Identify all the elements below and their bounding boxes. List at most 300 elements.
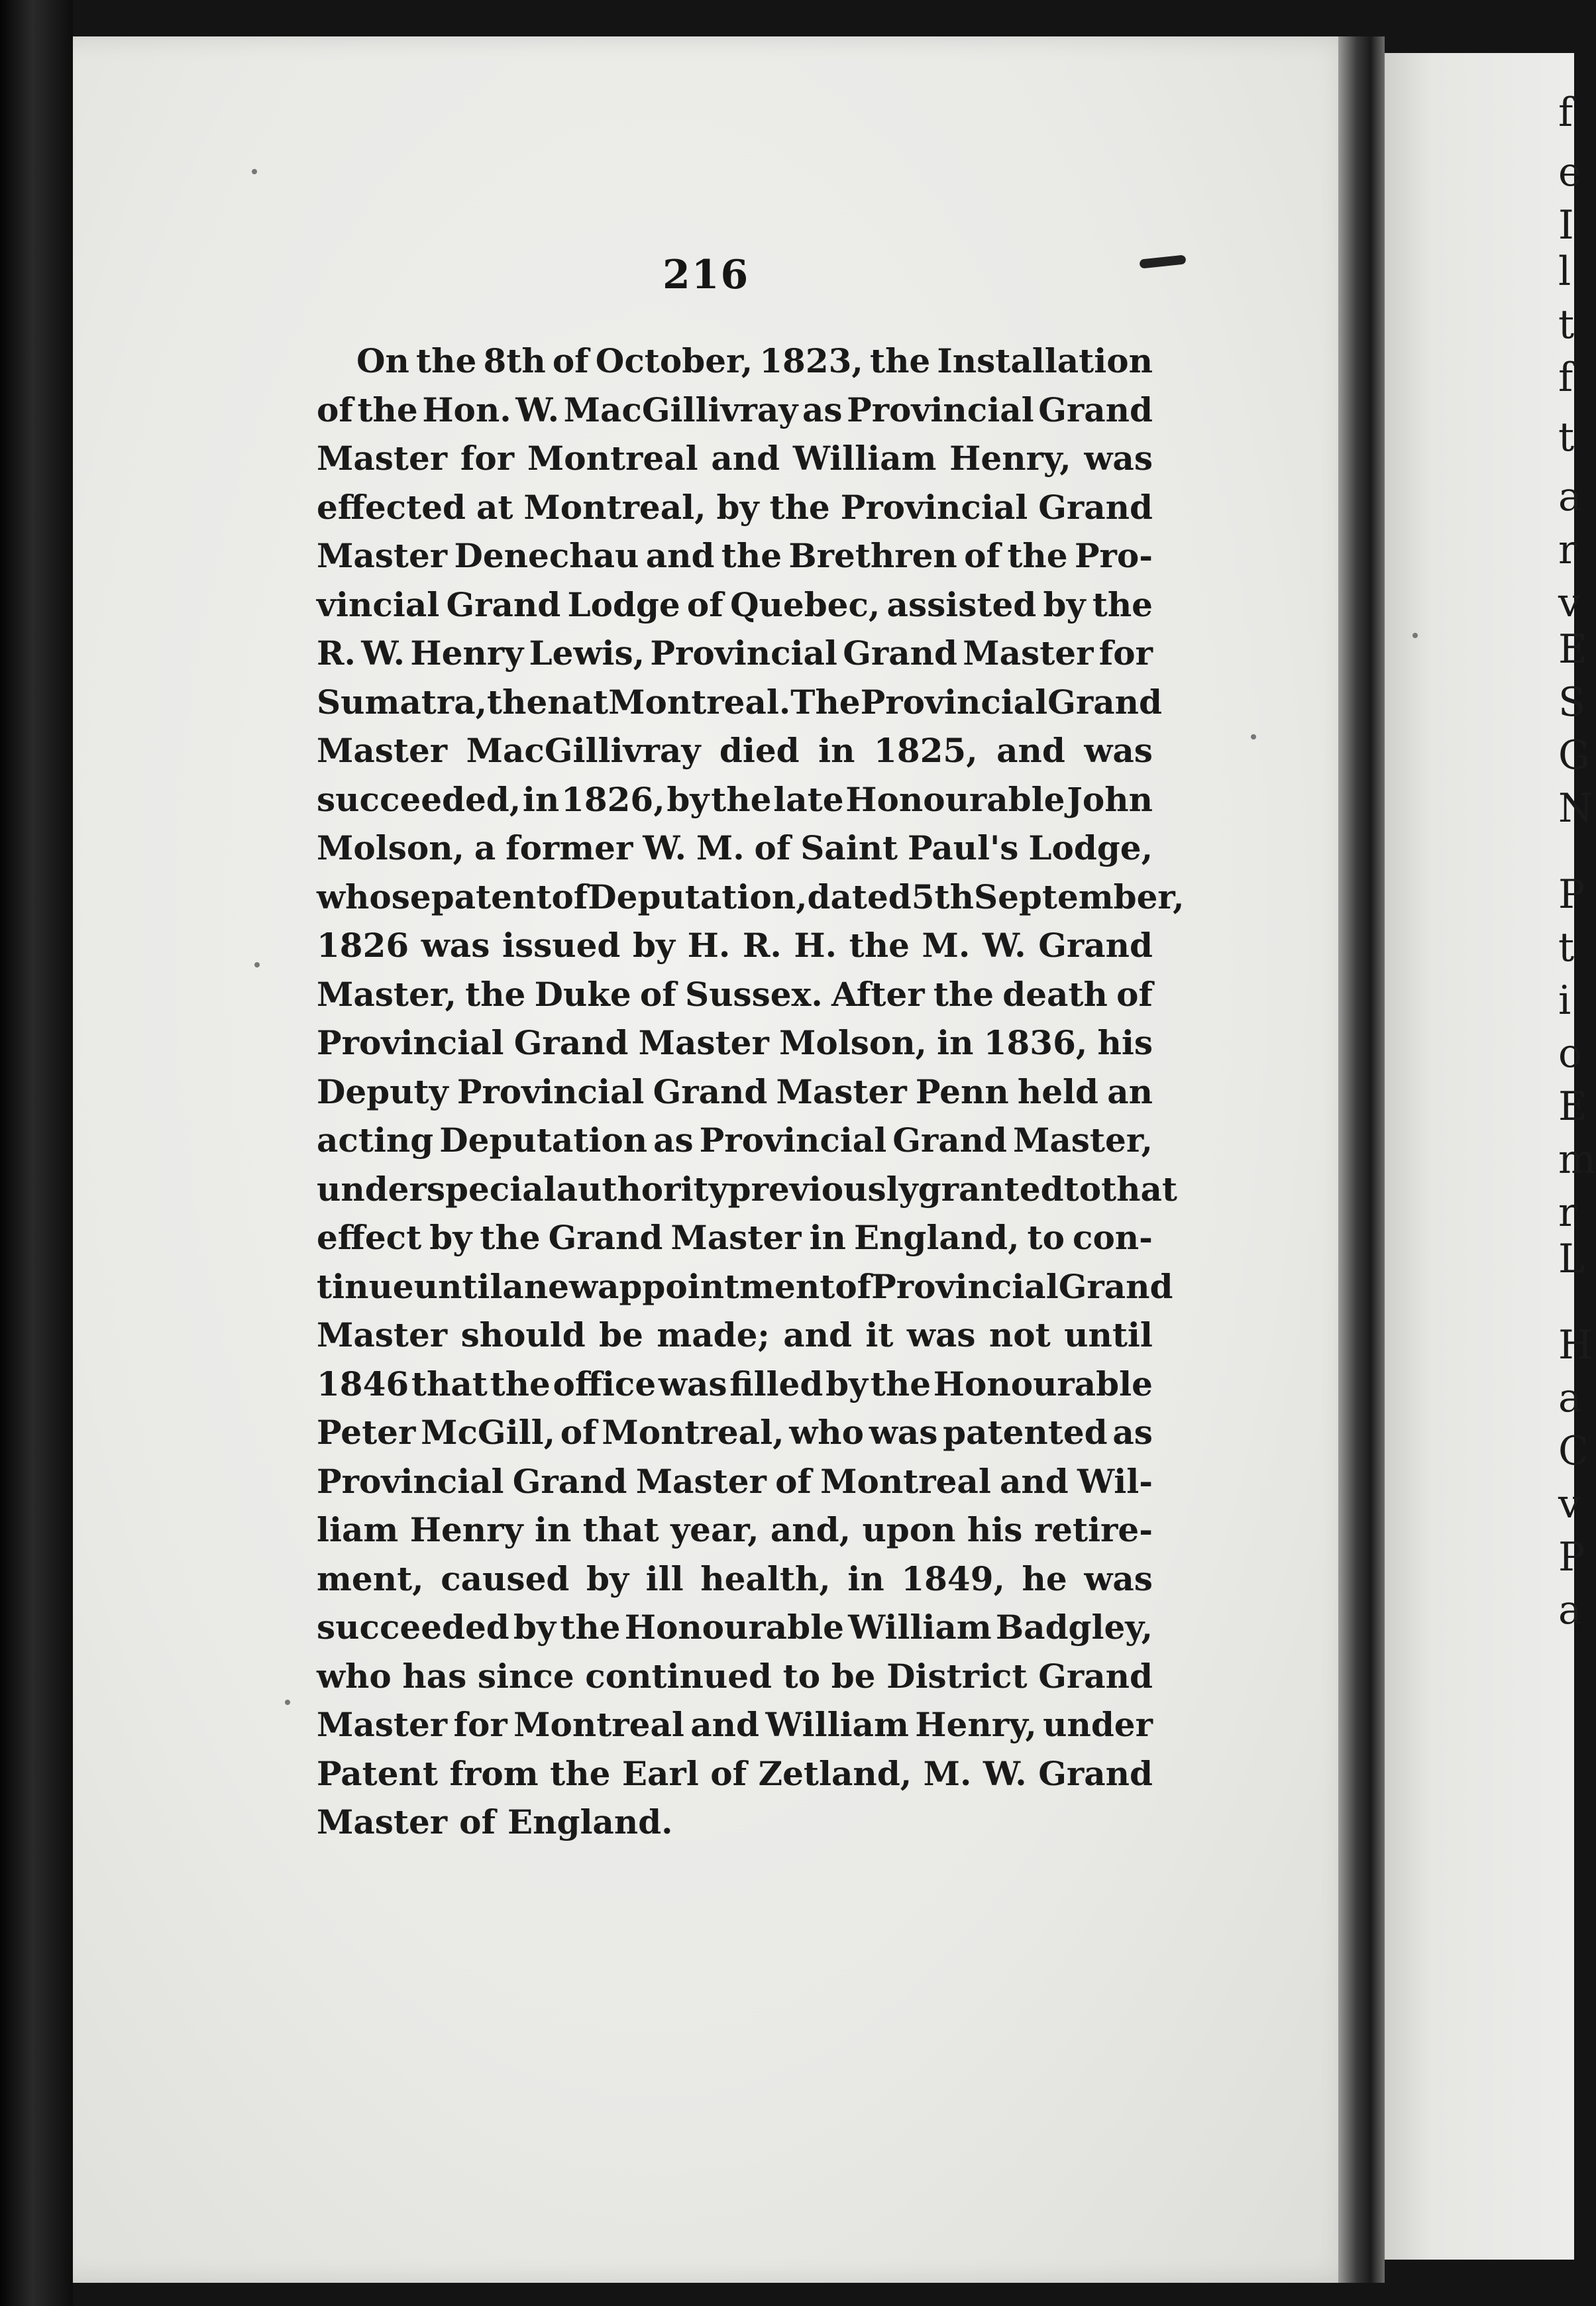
facing-page-letter: a [1558,1375,1582,1421]
text-line [317,1165,1178,1214]
word: under [1043,1705,1153,1744]
word: W. [983,1753,1027,1793]
text-line [317,1068,1153,1117]
word: Provincial [871,1266,1059,1306]
word: the [357,390,418,429]
text-line [317,726,1153,775]
word: that [582,1510,659,1549]
word: of [1116,974,1153,1014]
word: his [1097,1023,1153,1062]
paper-speck [252,169,257,174]
word: of [710,1753,747,1793]
facing-page-letter: N [1558,785,1593,832]
word: from [449,1753,539,1793]
word: the [849,926,910,965]
word: assisted [886,584,1037,624]
word: Provincial [317,1461,504,1501]
word: Lodge, [1028,828,1153,867]
word: was [906,1315,976,1354]
word: Lodge [567,584,680,624]
word: England, [853,1218,1020,1257]
facing-page-letter: t [1558,414,1575,461]
word: and [996,731,1065,770]
word: 1826, [561,779,665,819]
word: effected [317,487,466,527]
text-line [317,824,1153,873]
word: by [716,487,759,527]
word: Master, [1013,1121,1153,1160]
facing-page-letter: I [1558,202,1574,248]
word: who [789,1413,864,1452]
text-line [317,970,1153,1019]
word: Lewis, [529,633,645,673]
word: authority [556,1169,728,1209]
word: R. [742,926,782,965]
text-line [317,1213,1153,1262]
word: Molson, [317,828,464,867]
word: Honourable [624,1608,844,1647]
word: Provincial [840,487,1028,527]
facing-page-letter: G [1558,732,1590,779]
word: Montreal, [602,1413,784,1452]
word: Master [670,1218,802,1257]
word: by [825,1364,869,1403]
facing-page-letter: P [1558,871,1585,918]
word: tinue [317,1266,414,1306]
text-line [317,434,1153,483]
facing-page-letter: t [1558,924,1575,971]
facing-page-letter: a [1558,474,1582,520]
word: Quebec, [729,584,880,624]
word: 8th [483,341,546,380]
word: Deputy [317,1071,449,1111]
word: Master [317,536,448,575]
word: issued [502,926,621,965]
word: Master [317,1802,448,1841]
word: the [560,1608,621,1647]
word: Deputation, [588,877,808,916]
word: Patent [317,1753,439,1793]
facing-page-letter: m [1558,1136,1596,1183]
word: that [411,1364,488,1403]
word: 1849, [901,1559,1005,1598]
word: has [402,1656,467,1696]
text-line [317,629,1153,678]
word: Brethren [788,536,957,575]
word: of [551,877,588,916]
word: McGill, [421,1413,555,1452]
text-line [317,1457,1153,1506]
word: patented [943,1413,1108,1452]
word: Provincial [860,682,1048,722]
word: Grand [1058,1266,1173,1306]
word: Zetland, [758,1753,912,1793]
text-line [317,1116,1153,1165]
word: W. [515,390,560,429]
word: by [1043,584,1086,624]
word: Grand [512,1461,627,1501]
facing-page-letter: a [1558,1587,1582,1633]
paper-speck [1412,633,1418,638]
facing-page-letter: i [1558,977,1571,1024]
word: W. [982,926,1026,965]
word: by [429,1218,472,1257]
word: vincial [317,584,440,624]
word: the [721,536,782,575]
word: Montreal [513,1705,684,1744]
word: W. [643,828,686,867]
word: Saint [800,828,898,867]
word: acting [317,1121,434,1160]
word: the [870,1364,931,1403]
word: Denechau [454,536,639,575]
word: ill [645,1559,684,1598]
word: and [645,536,715,575]
word: he [1022,1559,1067,1598]
facing-page-letter: H [1558,1322,1593,1368]
text-line [317,678,1162,727]
word: 1836, [983,1023,1088,1062]
word: Grand [843,633,957,673]
text-line [317,873,1185,922]
word: the [769,487,830,527]
word: District [886,1656,1028,1696]
word: Master [317,1315,448,1354]
word: R. [317,633,356,673]
word: for [453,1705,507,1744]
text-line [317,1798,1153,1847]
word: and [711,439,780,478]
word: Master [317,439,448,478]
word: appointment [598,1266,835,1306]
word: should [460,1315,586,1354]
text-line [317,1311,1153,1360]
text-line [317,1262,1173,1311]
word: a [502,1266,524,1306]
word: upon [862,1510,956,1549]
word: the [1007,536,1068,575]
word: Badgley, [995,1608,1153,1647]
word: Honourable [845,779,1065,819]
word: William [848,1608,992,1647]
word: at [571,682,609,722]
book-gutter [1338,36,1385,2283]
word: new [523,1266,598,1306]
word: Henry, [915,1705,1037,1744]
text-line [317,1652,1153,1701]
word: former [505,828,633,867]
word: the [869,341,931,380]
word: Pro- [1074,536,1153,575]
facing-page-letter: E [1558,1083,1587,1130]
facing-page-letter: C [1558,1428,1589,1474]
word: M. [696,828,745,867]
word: 1826 [317,926,409,965]
text-line [317,1360,1153,1409]
word: whose [317,877,431,916]
word: Deputation [439,1121,648,1160]
word: Molson, [779,1023,927,1062]
word: 1823, [759,341,863,380]
word: until [1064,1315,1153,1354]
word: H. [794,926,837,965]
word: held [1017,1071,1099,1111]
facing-page-letter: t [1558,302,1575,348]
word: under [317,1169,427,1209]
word: was [869,1413,938,1452]
text-line [317,1408,1153,1457]
text-line [317,337,1153,386]
word: in [809,1218,846,1257]
text-line [317,921,1153,970]
facing-page-letter: o [1558,1030,1583,1077]
word: On [356,341,409,380]
text-line [317,483,1153,532]
book-spine [0,0,73,2306]
word: Provincial [699,1121,887,1160]
word: in [818,731,855,770]
word: it [865,1315,894,1354]
word: 1846 [317,1364,409,1403]
text-line [317,1603,1153,1652]
word: then [487,682,572,722]
facing-page-letter: r [1558,527,1577,573]
word: Paul's [908,828,1019,867]
text-line [317,775,1153,824]
word: and [1000,1461,1069,1501]
word: year, [670,1510,759,1549]
word: Provincial [456,1071,645,1111]
word: M. [923,1753,972,1793]
word: previously [727,1169,918,1209]
paper-speck [285,1700,290,1705]
word: Sumatra, [317,682,488,722]
word: for [460,439,515,478]
facing-page-letter: P [1558,1534,1585,1580]
facing-page-letter: L [1558,1236,1585,1282]
word: Henry, [949,439,1071,478]
word: was [1084,731,1153,770]
word: Montreal. [608,682,791,722]
word: liam [317,1510,399,1549]
word: Penn [915,1071,1009,1111]
word: of [459,1802,496,1841]
word: Earl [621,1753,699,1793]
word: the [480,1218,541,1257]
word: 1825, [874,731,978,770]
word: Provincial [847,390,1034,429]
word: England. [507,1802,673,1841]
word: by [632,926,675,965]
word: 5th [911,877,974,916]
word: of [639,974,676,1014]
word: Grand [446,584,561,624]
word: by [586,1559,629,1598]
word: by [513,1608,556,1647]
word: office [553,1364,657,1403]
word: Grand [653,1071,768,1111]
word: Wil- [1077,1461,1153,1501]
word: M. [922,926,971,965]
word: Montreal [820,1461,991,1501]
word: a [474,828,496,867]
word: W. [361,633,405,673]
word: Sussex. [684,974,823,1014]
word: After [831,974,925,1014]
word: patent [431,877,552,916]
word: Grand [1038,1656,1153,1696]
facing-page-letter: v [1558,1481,1581,1527]
word: that [1101,1169,1178,1209]
facing-page-letter: S [1558,679,1586,726]
facing-page-letter: v [1558,580,1581,626]
word: retire- [1034,1510,1153,1549]
word: of [775,1461,812,1501]
word: Grand [513,1023,629,1062]
word: of [552,341,589,380]
text-line [317,386,1153,435]
word: in [847,1559,884,1598]
word: of [686,584,723,624]
word: be [599,1315,643,1354]
facing-page-letter: f [1558,355,1573,401]
word: MacGillivray [563,390,798,429]
word: death [1002,974,1108,1014]
facing-page-letter: r [1558,1189,1577,1236]
word: Master [317,1705,448,1744]
word: and [690,1705,759,1744]
word: as [1112,1413,1153,1452]
word: caused [441,1559,570,1598]
word: health, [700,1559,831,1598]
word: was [658,1364,727,1403]
word: Master [963,633,1094,673]
word: of [560,1413,597,1452]
word: H. [687,926,731,965]
word: the [933,974,994,1014]
word: died [719,731,800,770]
word: Duke [534,974,631,1014]
word: an [1107,1071,1153,1111]
text-line [317,1018,1153,1068]
word: Henry [410,633,524,673]
word: and [783,1315,852,1354]
word: William [765,1705,909,1744]
word: Grand [1038,926,1153,965]
facing-page-letter: l [1558,248,1571,295]
word: of [964,536,1000,575]
word: the [465,974,526,1014]
word: was [1084,439,1153,478]
word: of [835,1266,872,1306]
word: as [802,390,843,429]
word: Honourable [933,1364,1153,1403]
word: Master [317,731,448,770]
word: William [792,439,937,478]
word: John [1067,779,1153,819]
word: Installation [937,341,1153,380]
page-number: 216 [663,252,750,298]
text-line [317,580,1153,630]
word: Grand [1038,390,1153,429]
word: Provincial [317,1023,504,1062]
word: Grand [892,1121,1007,1160]
word: Grand [1038,1753,1153,1793]
facing-page-letter: e [1558,149,1582,195]
word: and, [770,1510,851,1549]
word: dated [807,877,912,916]
word: filled [729,1364,824,1403]
word: ment, [317,1559,424,1598]
word: as [653,1121,694,1160]
word: Master, [317,974,456,1014]
facing-page-letter: f [1558,89,1573,136]
word: The [790,682,861,722]
word: was [1084,1559,1153,1598]
word: con- [1073,1218,1153,1257]
word: the [416,341,477,380]
text-line [317,1700,1153,1749]
word: granted [918,1169,1064,1209]
word: Grand [548,1218,663,1257]
word: continued [585,1656,772,1696]
word: MacGillivray [466,731,701,770]
word: his [967,1510,1023,1549]
text-line [317,1506,1153,1555]
word: Henry [409,1510,523,1549]
word: in [534,1510,572,1549]
word: Grand [1047,682,1162,722]
word: made; [657,1315,770,1354]
word: be [831,1656,876,1696]
body-paragraph [317,337,1185,1847]
word: Master [635,1461,767,1501]
word: was [421,926,490,965]
word: the [550,1753,611,1793]
word: late [773,779,844,819]
word: at [476,487,513,527]
word: Master [638,1023,769,1062]
text-line [317,1749,1153,1798]
word: Master [776,1071,907,1111]
word: not [988,1315,1051,1354]
word: of [317,390,353,429]
word: until [413,1266,503,1306]
word: for [1098,633,1153,673]
word: to [1063,1169,1102,1209]
word: the [490,1364,551,1403]
word: in [522,779,560,819]
word: in [937,1023,974,1062]
paper-speck [1251,734,1256,740]
text-line [317,1555,1153,1604]
word: Montreal [527,439,698,478]
right-page-edge [1385,53,1596,2260]
word: Montreal, [523,487,706,527]
word: Hon. [422,390,511,429]
word: Provincial [650,633,837,673]
word: since [477,1656,574,1696]
word: October, [595,341,753,380]
text-line [317,531,1153,580]
word: succeeded, [317,779,521,819]
word: Peter [317,1413,416,1452]
word: of [754,828,791,867]
word: who [317,1656,392,1696]
word: succeeded [317,1608,509,1647]
facing-page-letter: E [1558,626,1587,673]
word: special [426,1169,557,1209]
